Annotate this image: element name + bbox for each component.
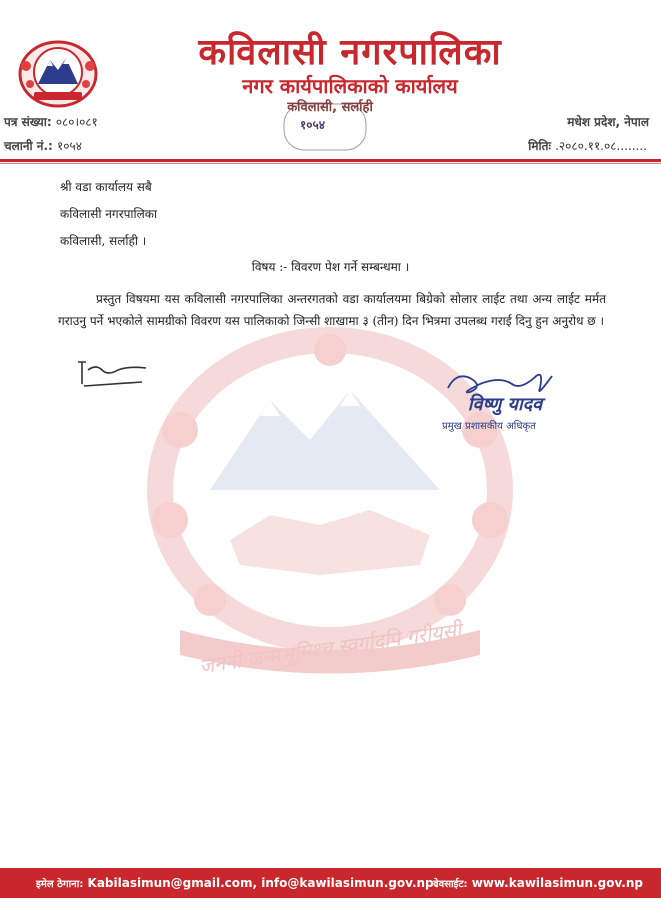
- footer-email-link[interactable]: Kabilasimun@gmail.com, info@kawilasimun.gov.np.: [87, 876, 439, 890]
- letter-number-value: ०८०।०८१: [55, 115, 98, 129]
- stamp-number: १०५४: [300, 118, 325, 132]
- footer-email: [36, 876, 438, 890]
- footer-bar: [0, 868, 661, 898]
- municipality-emblem-icon: [16, 36, 100, 108]
- date: [528, 137, 647, 154]
- dispatch-number-label: चलानी नं.:: [4, 139, 53, 153]
- letterhead-address: कविलासी, सर्लाही: [287, 100, 373, 115]
- province: मधेश प्रदेश, नेपाल: [567, 115, 649, 129]
- recipient-line-1: श्री वडा कार्यालय सबै: [60, 180, 152, 194]
- date-label: मितिः: [528, 139, 551, 153]
- header-divider: [0, 159, 661, 162]
- letter-number-label: पत्र संख्या:: [4, 115, 52, 129]
- recipient-line-2: कविलासी नगरपालिका: [60, 207, 158, 221]
- letter-number: [4, 113, 98, 130]
- body-paragraph: प्रस्तुत विषयमा यस कविलासी नगरपालिका अन्तरगतको वडा कार्यालयमा बिग्रेको सोलार लाईट तथा अन्य लाईट मर्मत गराउनु पर्ने भएकोले सामग्रीको विवरण यस पालिकाको जिन्सी शाखामा ३ (तीन) दिन भित्रमा उपलब्ध गराई दिनु हुन अनुरोध छ ।: [58, 292, 606, 328]
- dispatch-number: [4, 137, 82, 154]
- footer-web-label: वेवसाईट:: [433, 879, 468, 890]
- initial-signature-icon: [72, 352, 152, 392]
- watermark-motto: जननी जन्मभूमिश्च स्वर्गादपि गरीयसी: [197, 617, 463, 679]
- date-value: .२०८०.११.०८........: [555, 139, 647, 153]
- signatory-name: विष्णु यादव: [467, 394, 543, 415]
- signatory-title: प्रमुख प्रशासकीय अधिकृत: [442, 421, 536, 432]
- footer-web-link[interactable]: www.kawilasimun.gov.np: [471, 876, 643, 890]
- letterhead-title: कविलासी नगरपालिका: [198, 32, 502, 73]
- footer-website: [433, 876, 643, 890]
- header-divider-thin: [0, 163, 661, 164]
- footer-email-label: इमेल ठेगाना:: [36, 879, 84, 890]
- registration-stamp-icon: [276, 100, 374, 154]
- dispatch-number-value: १०५४: [57, 139, 82, 153]
- recipient-line-3: कविलासी, सर्लाही ।: [60, 234, 147, 248]
- subject-line: विषय :- विवरण पेश गर्ने सम्बन्धमा ।: [251, 260, 410, 274]
- letterhead-subtitle: नगर कार्यपालिकाको कार्यालय: [242, 74, 458, 98]
